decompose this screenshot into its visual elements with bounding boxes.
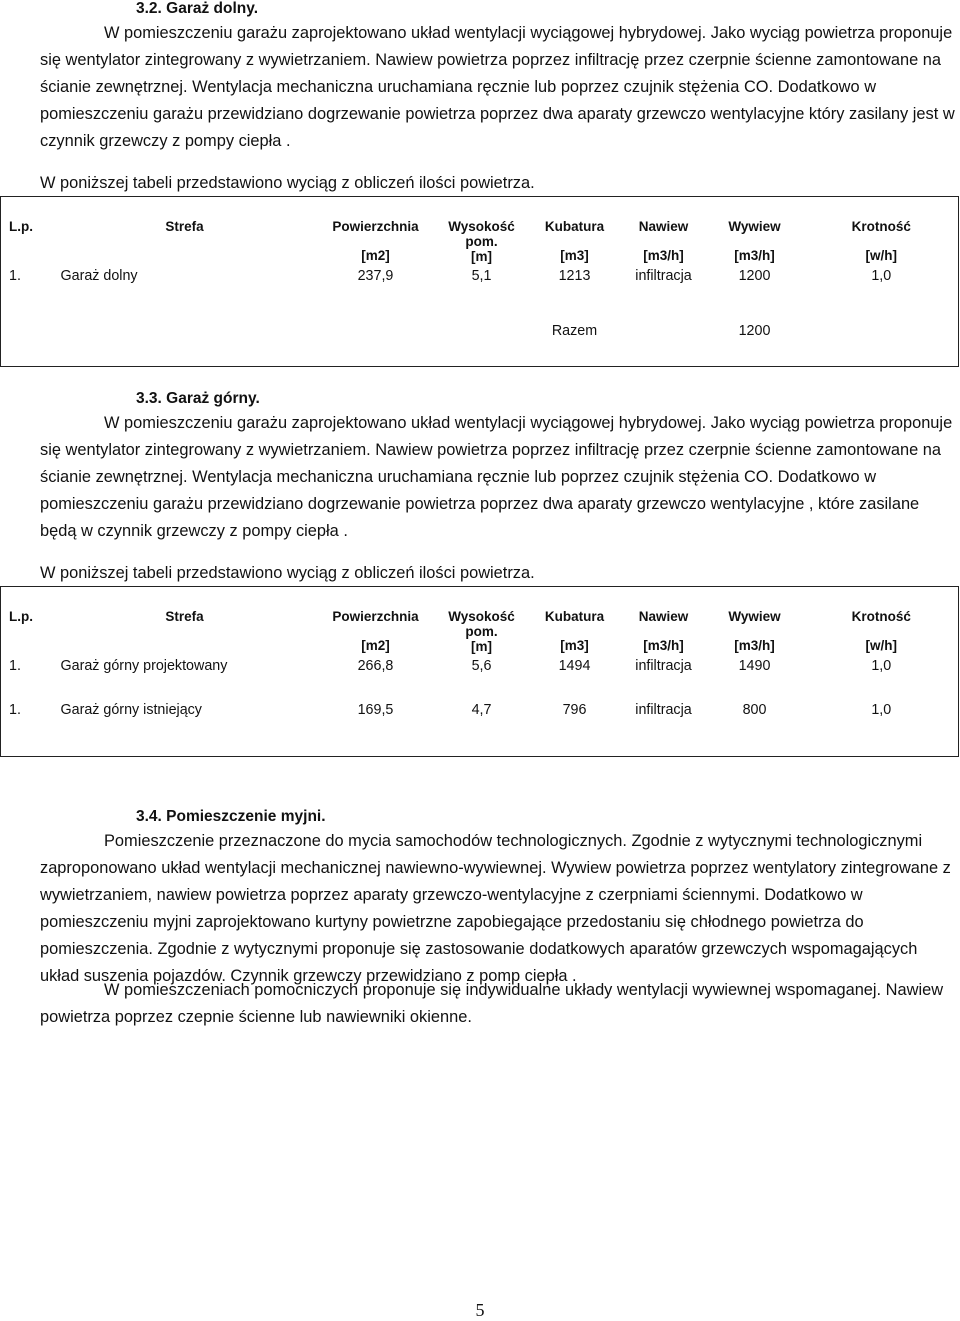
col-header-powierzchnia: Powierzchnia [m2]: [332, 219, 419, 263]
col-header-nawiew: Nawiew [m3/h]: [638, 609, 689, 653]
table-intro-garaz-gorny: W poniższej tabeli przedstawiono wyciąg z obliczeń ilości powietrza.: [40, 564, 535, 582]
paragraph-myjnia-1: Pomieszczenie przeznaczone do mycia samochodów technologicznych. Zgodnie z wytycznymi technologicznymi zaproponowano układ wentylacji mechanicznej nawiewno-wywiewnej. Wywiew powietrza poprzez wentylatory zintegrowane z wywietrzaniem, nawiew powietrza poprzez aparaty grzewczo-wentylacyjne z czerpniami ściennymi. Dodatkowo w pomieszczeniu myjni zaprojektowano kurtyny powietrzne zapobiegające przedostaniu się chłodnego powietrza do pomieszczenia. Zgodnie z wytycznymi proponuje się zastosowanie dodatkowych aparatów grzewczych wspomagających układ suszenia pojazdów. Czynnik grzewczy przewidziano z pomp ciepła .: [40, 832, 951, 985]
table-row: 1. Garaż dolny 237,9 5,1 1213 infiltracja 1200 1,0: [9, 268, 892, 284]
table-header-row: [1, 587, 959, 655]
table-row: 1. Garaż górny istniejący 169,5 4,7 796 infiltracja 800 1,0: [9, 702, 892, 718]
paragraph-garaz-dolny: W pomieszczeniu garażu zaprojektowano układ wentylacji wyciągowej hybrydowej. Jako wyciąg powietrza proponuje się wentylator zintegrowany z wywietrzaniem. Nawiew powietrza poprzez infiltrację przez czerpnie ścienne zamontowane na ścianie zewnętrznej. Wentylacja mechaniczna uruchamiana ręcznie lub poprzez czujnik stężenia CO. Dodatkowo w pomieszczeniu garażu przewidziano dogrzewanie powietrza poprzez dwa aparaty grzewczo wentylacyjne który zasilany jest w czynnik grzewczy z pompy ciepła .: [40, 24, 955, 150]
table-header-row: [1, 197, 959, 265]
section-heading-myjnia: 3.4. Pomieszczenie myjni.: [136, 808, 326, 825]
paragraph-garaz-gorny: W pomieszczeniu garażu zaprojektowano układ wentylacji wyciągowej hybrydowej. Jako wyciąg powietrza proponuje się wentylator zintegrowany z wywietrzaniem. Nawiew powietrza poprzez infiltrację przez czerpnie ścienne zamontowane na ścianie zewnętrznej. Wentylacja mechaniczna uruchamiana ręcznie lub poprzez czujnik stężenia CO. Dodatkowo w pomieszczeniu garażu przewidziano dogrzewanie powietrza poprzez dwa aparaty grzewczo wentylacyjne , które zasilane będą w czynnik grzewczy z pompy ciepła .: [40, 414, 953, 540]
col-header-kubatura: Kubatura [m3]: [544, 219, 605, 263]
col-header-lp: L.p.: [9, 219, 33, 234]
page-number: 5: [475, 1300, 485, 1320]
col-header-lp: L.p.: [9, 609, 33, 624]
col-header-wywiew: Wywiew [m3/h]: [728, 219, 781, 263]
total-label: Razem: [551, 323, 598, 339]
col-header-powierzchnia: Powierzchnia [m2]: [332, 609, 419, 653]
col-header-krotnosc: Krotność [w/h]: [851, 609, 911, 653]
col-header-kubatura: Kubatura [m3]: [544, 609, 605, 653]
table-row: 1. Garaż górny projektowany 266,8 5,6 1494 infiltracja 1490 1,0: [9, 658, 892, 674]
section-heading-garaz-dolny: 3.2. Garaż dolny.: [136, 0, 259, 17]
section-heading-garaz-gorny: 3.3. Garaż górny.: [136, 390, 260, 407]
table-total-row: [1, 308, 959, 366]
table-intro-garaz-dolny: W poniższej tabeli przedstawiono wyciąg z obliczeń ilości powietrza.: [40, 174, 535, 192]
col-header-strefa: Strefa: [165, 219, 204, 234]
col-header-wysokosc: Wysokość pom. [m]: [448, 609, 515, 654]
col-header-wysokosc: Wysokość pom. [m]: [448, 219, 515, 264]
col-header-strefa: Strefa: [165, 609, 204, 624]
air-table-garaz-dolny: [0, 196, 959, 367]
col-header-wywiew: Wywiew [m3/h]: [728, 609, 781, 653]
col-header-krotnosc: Krotność [w/h]: [851, 219, 911, 263]
col-header-nawiew: Nawiew [m3/h]: [638, 219, 689, 263]
air-table-garaz-gorny: [0, 586, 959, 757]
paragraph-myjnia-2: W pomieszczeniach pomocniczych proponuje się indywidualne układy wentylacji wywiewnej wspomaganej. Nawiew powietrza poprzez czepnie ścienne lub nawiewniki okienne.: [40, 981, 944, 1026]
total-value: 1200: [738, 323, 771, 339]
